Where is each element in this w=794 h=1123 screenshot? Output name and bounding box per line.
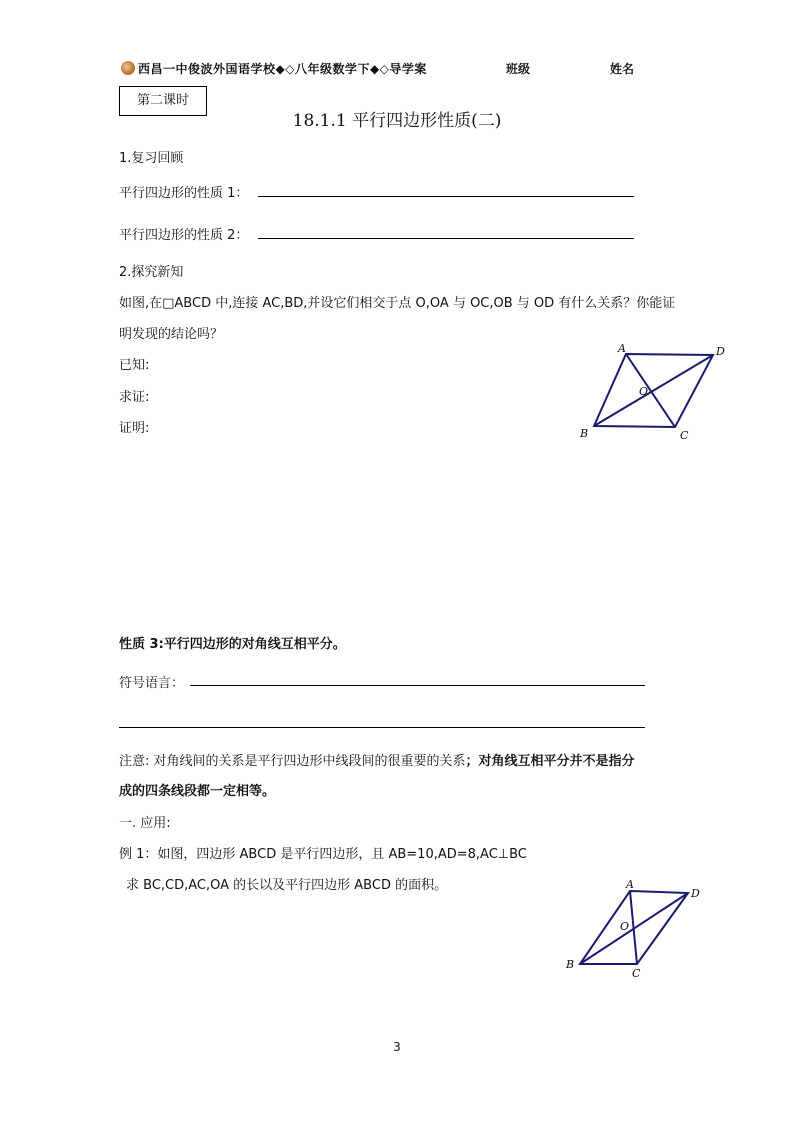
apply-heading: 一. 应用: — [119, 816, 171, 831]
page-number: 3 — [393, 1040, 401, 1054]
label-d-2: D — [691, 887, 700, 900]
label-o-2: O — [620, 920, 630, 933]
label-c: C — [680, 429, 689, 442]
proof-label: 证明: — [119, 421, 150, 436]
header-name-label: 姓名 — [610, 62, 635, 76]
page-title: 18.1.1 平行四边形性质(二) — [292, 111, 502, 131]
label-a: A — [618, 342, 626, 355]
label-d: D — [716, 345, 725, 358]
diagonal-ac — [626, 354, 675, 427]
lesson-box: 第二课时 — [119, 86, 207, 116]
parallelogram-shape — [594, 354, 713, 427]
header-school-text: 西昌一中俊波外国语学校◆◇八年级数学下◆◇导学案 — [138, 62, 427, 76]
explore-text-line1: 如图,在□ABCD 中,连接 AC,BD,并设它们相交于点 O,OA 与 OC,OB 与 OD 有什么关系？你能证 — [119, 296, 676, 311]
note-bold-text-1: ；对角线互相平分并不是指分 — [465, 754, 635, 769]
label-b: B — [580, 427, 589, 440]
school-logo-icon — [121, 61, 135, 75]
explore-text-line2: 明发现的结论吗？ — [119, 327, 224, 342]
label-c-2: C — [632, 967, 641, 980]
symbol-answer-line-1[interactable] — [190, 685, 645, 686]
diagonal-bd-2 — [580, 893, 688, 964]
label-o: O — [639, 385, 649, 398]
prove-label: 求证: — [119, 390, 150, 405]
example1-line2: 求 BC,CD,AC,OA 的长以及平行四边形 ABCD 的面积。 — [126, 878, 448, 893]
label-a-2: A — [626, 878, 634, 891]
note-bold-text-2: 成的四条线段都一定相等。 — [119, 784, 276, 799]
parallelogram-shape-2 — [580, 891, 688, 964]
symbol-answer-line-2[interactable] — [119, 727, 645, 728]
property2-label: 平行四边形的性质 2： — [119, 228, 249, 243]
note-normal-text: 注意: 对角线间的关系是平行四边形中线段间的很重要的关系 — [119, 754, 466, 769]
header-school-line — [121, 60, 427, 77]
header-class-label: 班级 — [506, 62, 531, 76]
property1-answer-line[interactable] — [258, 196, 634, 197]
parallelogram-figure-1 — [570, 340, 730, 445]
symbol-language-label: 符号语言： — [119, 676, 185, 691]
example1-line1: 例 1：如图，四边形 ABCD 是平行四边形，且 AB=10,AD=8,AC⊥BC — [119, 847, 527, 862]
explore-heading: 2.探究新知 — [119, 265, 184, 280]
property1-label: 平行四边形的性质 1： — [119, 186, 249, 201]
review-heading: 1.复习回顾 — [119, 151, 184, 166]
property3-statement: 性质 3:平行四边形的对角线互相平分。 — [119, 637, 346, 652]
note-line1 — [119, 750, 635, 769]
label-b-2: B — [566, 958, 575, 971]
parallelogram-figure-2 — [560, 876, 710, 984]
known-label: 已知: — [119, 358, 150, 373]
property2-answer-line[interactable] — [258, 238, 634, 239]
